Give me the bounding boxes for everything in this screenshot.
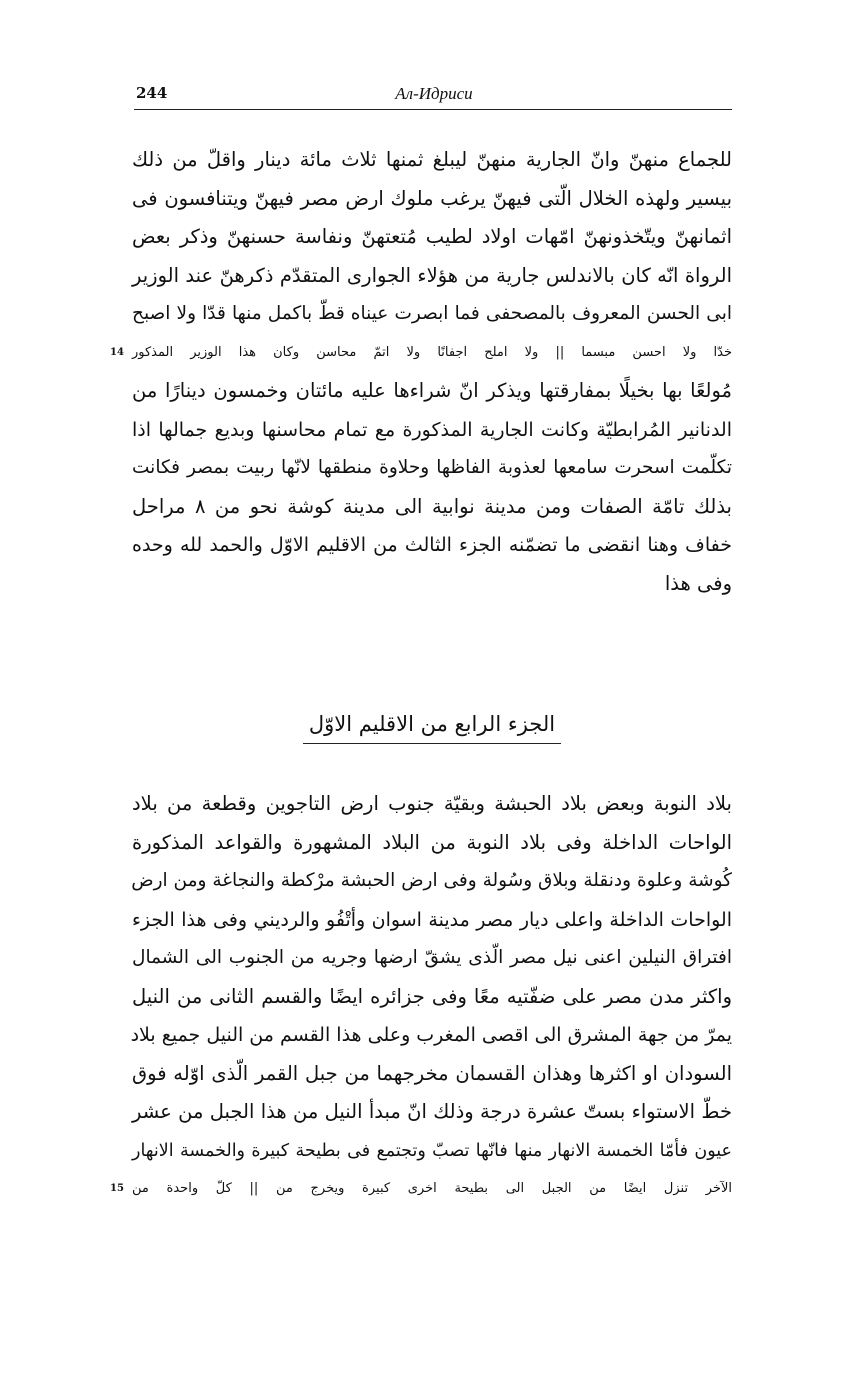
paragraph-2 xyxy=(110,785,732,1209)
text-line: للجماع منهنّ وانّ الجارية منهنّ ليبلغ ثمنها ثلاث مائة دينار واقلّ من ذلك xyxy=(132,148,732,171)
text-line: خفاف وهنا انقضى ما تضمّنه الجزء الثالث من الاقليم الاوّل والحمد لله وحده xyxy=(132,534,732,556)
text-line-content: خدّا ولا احسن مبسما || ولا املح اجفانًا ولا اتمّ محاسن وكان هذا الوزير المذكور xyxy=(132,344,732,360)
page-header xyxy=(136,84,732,108)
text-line: الدنانير المُرابطيّة وكانت الجارية المذكورة مع تمام محاسنها وبديع جمالها اذا xyxy=(132,418,732,441)
page-number: 244 xyxy=(136,84,168,102)
header-rule xyxy=(134,109,732,110)
paragraph-1 xyxy=(110,141,732,603)
text-line: الرواة انّه كان بالاندلس جارية من هؤلاء الجوارى المتقدّم ذكرهنّ عند الوزير xyxy=(132,263,732,287)
text-line: مُولعًا بها بخيلًا بمفارقتها ويذكر انّ شراءها عليه مائتان وخمسون دينارًا من xyxy=(132,379,732,402)
text-line: السودان او اكثرها وهذان القسمان مخرجهما من جبل القمر الّذى اوّله فوق xyxy=(132,1061,732,1085)
text-line: الواحات الداخلة وفى بلاد النوبة من البلاد المشهورة والقواعد المذكورة xyxy=(132,830,732,854)
text-line: تكلّمت اسحرت سامعها لعذوبة الفاظها وحلاوة منطقها لانّها ربيت بمصر فكانت xyxy=(132,457,732,478)
text-line: بيسير ولهذه الخلال الّتى فيهنّ يرغب ملوك ارض مصر فيهنّ ويتنافسون فى xyxy=(132,186,732,210)
text-line: يمرّ من جهة المشرق الى اقصى المغرب وعلى هذا القسم من النيل جميع بلاد xyxy=(130,1024,732,1046)
text-line: اثمانهنّ ويتّخذونهنّ امّهات اولاد لطيب مُتعتهنّ ونفاسة حسنهنّ وذكر بعض xyxy=(132,225,732,248)
text-line-with-marker xyxy=(110,1170,732,1209)
running-head: Ал-Идриси xyxy=(395,84,473,103)
section-heading xyxy=(132,707,732,747)
text-line: عيون فأمّا الخمسة الانهار منها فانّها تصبّ وتجتمع فى بطيحة كبيرة والخمسة الانهار xyxy=(132,1140,732,1161)
text-line-with-marker xyxy=(110,334,732,373)
text-line: ابى الحسن المعروف بالمصحفى فما ابصرت عيناه قطّ باكمل منها قدّا ولا اصبح xyxy=(132,303,732,324)
text-line-content: الآخر تنزل ايضًا من الجبل الى بطيحة اخرى كبيرة ويخرج من || كلّ واحدة من xyxy=(132,1181,732,1196)
text-line-last: وفى هذا xyxy=(664,571,732,595)
folio-marker: 15 xyxy=(110,1183,124,1194)
section-heading-text: الجزء الرابع من الاقليم الاوّل xyxy=(303,707,561,744)
text-line: خطّ الاستواء بستّ عشرة درجة وذلك انّ مبدأ النيل من هذا الجبل من عشر xyxy=(132,1100,732,1123)
text-line: كُوشة وعلوة ودنقلة وبلاق وسُولة وفى ارض الحبشة مرْكطة والنجاغة ومن ارض xyxy=(131,870,732,891)
text-line: واكثر مدن مصر على ضفّتيه معًا وفى جزائره ايضًا والقسم الثانى من النيل xyxy=(132,984,732,1008)
text-line: بلاد النوبة وبعض بلاد الحبشة وبقيّة جنوب ارض التاجوين وقطعة من بلاد xyxy=(132,792,732,815)
text-line: افتراق النيلين اعنى نيل مصر الّذى يشقّ ارضها وجريه من الجنوب الى الشمال xyxy=(132,947,732,968)
text-line: بذلك تامّة الصفات ومن مدينة نوابية الى مدينة كوشة نحو من ٨ مراحل xyxy=(132,494,732,518)
folio-marker: 14 xyxy=(110,346,124,358)
text-line: الواحات الداخلة واعلى ديار مصر مدينة اسوان وأتْفُو والرديني وفى هذا الجزء xyxy=(132,908,732,931)
